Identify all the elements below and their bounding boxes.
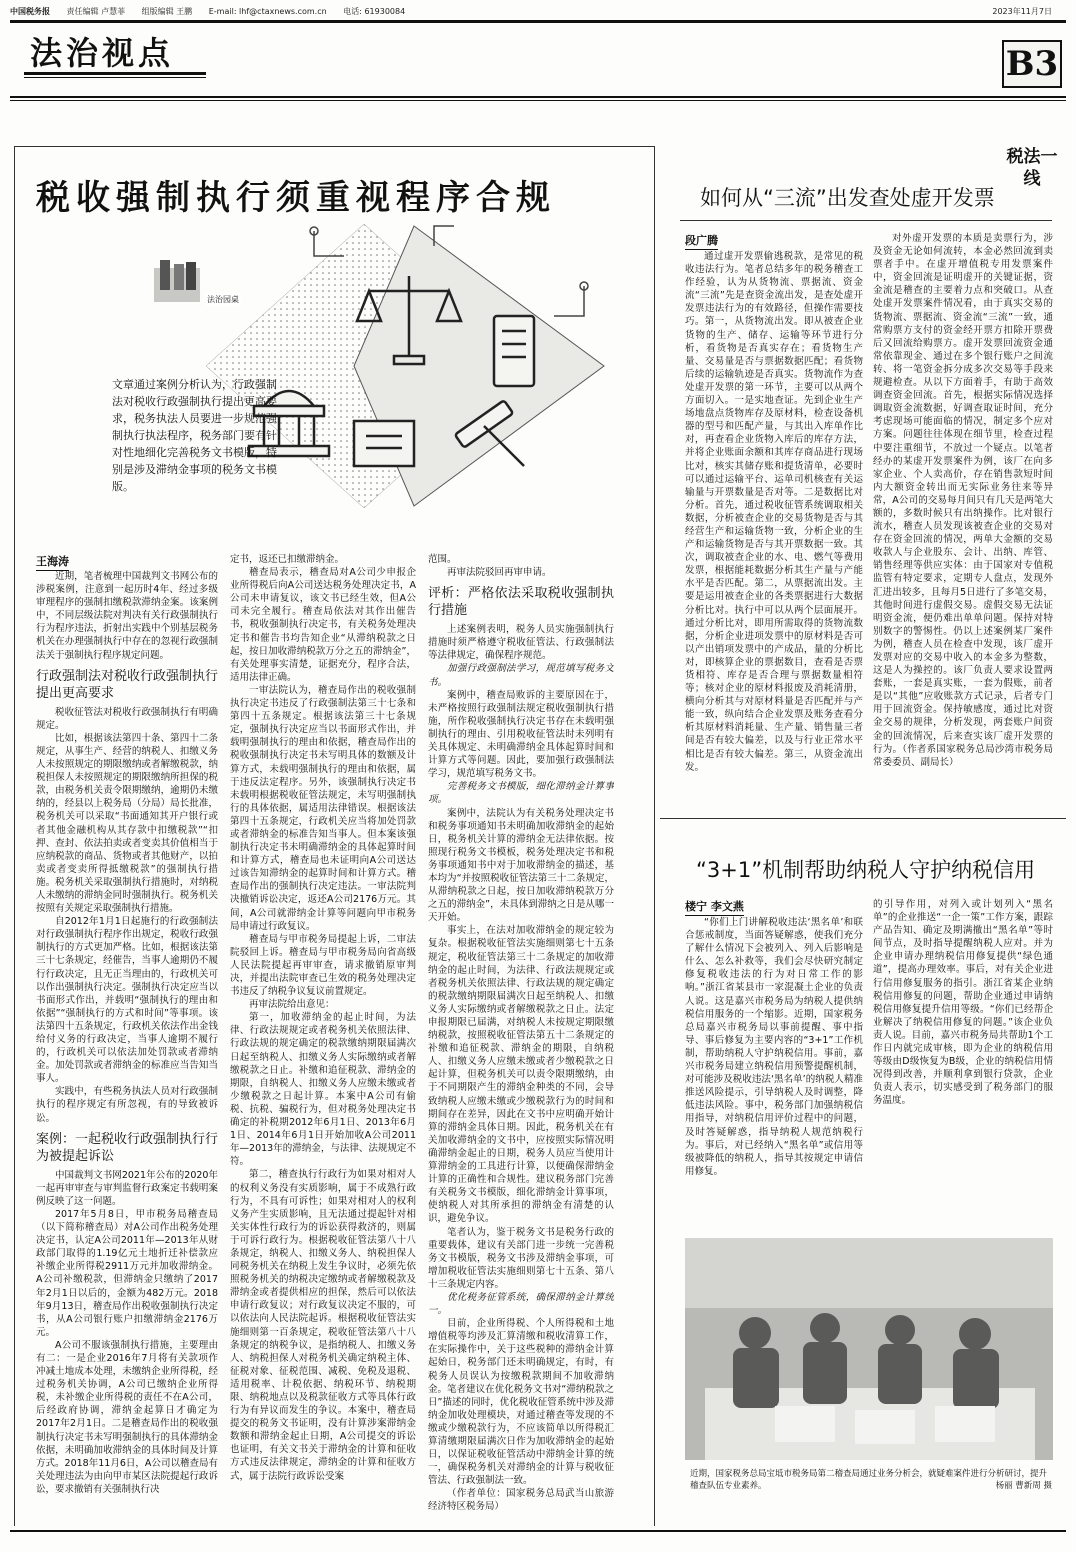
subheading: 案例：一起税收行政强制执行行为被提起诉讼 <box>36 1131 218 1164</box>
paragraph: 第二，稽查执行行政行为如果对相对人的权利义务没有实质影响，属于不成熟行政行为，不具有可诉性；如果对相对人的权利义务产生实质影响，且无法通过提起针对相关实体性行政行为的诉讼获得救济的，则属于可诉行政行为。根据税收征管法第八十八条规定，纳税人、扣缴义务人、纳税担保人同税务机关在纳税上发生争议时，必须先依照税务机关的纳税决定缴纳或者解缴税款及滞纳金或者提供相应的担保，然后可以依法申请行政复议；对行政复议决定不服的，可以依法向人民法院起诉。根据税收征管法实施细则第一百条规定，税收征管法第八十八条规定的纳税争议，是指纳税人、扣缴义务人、纳税担保人对税务机关确定纳税主体、征税对象、征税范围、减税、免税及退税、适用税率、计税依据、纳税环节、纳税期限、纳税地点以及税款征收方式等具体行政行为有异议而发生的争议。本案中，稽查局提交的税务文书证明，没有计算涉案滞纳金数额和滞纳金起止日期，A公司提交的诉讼也证明，有关文书关于滞纳金的计算和征收方式违反法律规定，滞纳金的计算和征收方式，属于法院行政诉讼受案 <box>230 1169 416 1482</box>
paragraph: 中国裁判文书网2021年公布的2020年一起再审审查与审判监督行政案定书载明案例反映了这一问题。 <box>36 1169 218 1207</box>
paragraph: 再审法院驳回再审申请。 <box>447 567 552 579</box>
phone: 电话: 61930084 <box>343 7 406 16</box>
lead-title: 税收强制执行须重视程序合规 <box>36 178 556 218</box>
header-rule-thin <box>10 100 1066 101</box>
right-mid-title: “3+1”机制帮助纳税人守护纳税信用 <box>696 858 1036 882</box>
paragraph: 对外虚开发票的本质是卖票行为，涉及资金无论如何流转，本金必然回流到卖票者手中。在虚开增值税专用发票案件中，资金回流是证明虚开的关键证据，资金流是稽查的主要着力点和突破口。从查处虚开发票案件情况看，由于真实交易的货物流、票据流、资金流“三流”一致，通常购票方支付的资金经开票方扣除开票费后又回流给购票方。虚开发票回流资金通常依靠现金、通过在多个银行账户之间流转、将一笔资金拆分成多次交易等手段来规避检查。从以下方面着手，有助于高效调查资金回流。首先，根据实际情况选择调取资金流数据，好调查取证时间，充分考虑现场可能面临的情况，制定多个应对方案。问题往往体现在细节里，检查过程中要注重细节，不放过一个疑点。以笔者经办的某虚开发票案件为例，该厂在向多家企业、个人卖高价，存在销售款短时间内大额资金转出而无实际业务往来等异常，A公司的交易每月间只有几天是两笔大额的，多数时候只有出纳操作。比对银行流水，稽查人员发现该被查企业的交易对存在资金回流的情况，两单大金额的交易收款人与企业股东、会计、出纳、库管、销售经理等供应实体：由于国家对专值税监管有特定要求，定期专人盘点，发现外汇进出较多，且每月5日进行了多笔交易，其他时间进行虚假交易。虚假交易无法证明资金流，便仍难出单单问题。保持对特别数字的警惕性。仍以上述案例某厂案件为例，稽查人员在检查中发现，该厂虚开发票对应的交易中收入的本金多为整数，这是人为操控的。该厂负责人要求设置两套账，一套是真实账，一套为假账，前者是以“其他”应收账款方式记录，后者专门用于回流资金。保持敏感度，通过比对资金交易的规律，分析发现，两套账户间资金的回流情况，后来查实该厂虚开发票的行为。（作者系国家税务总局沙湾市税务局常委委员、副局长） <box>873 233 1053 768</box>
caption-text: 近期，国家税务总局宝坻市税务局第二稽查局通过业务分析会，就疑难案件进行分析研讨，提升稽查队伍专业素养。 <box>690 1469 1048 1491</box>
subheading: 行政强制法对税收行政强制执行提出更高要求 <box>36 668 218 701</box>
paragraph: 定书，返还已扣缴滞纳金。 <box>230 554 345 565</box>
paragraph: A公司不服该强制执行措施，主要理由有二：一是企业2016年7月将有关款项作冲减土地成本处理，未缴纳企业所得税，经过税务机关协调，A公司已缴纳企业所得税，未补缴企业所得税的责任不在A公司，后经政府协调，滞纳金起算日才确定为2017年2月1日。二是稽查局作出的税收强制执行决定书未写明强制执行的具体滞纳金依据，未明确加收滞纳金的具体时间及计算方式。2018年11月6日，A公司以稽查局有关处理违法为由向甲市某区法院提起行政诉讼，要求撤销有关强制执行决 <box>36 1339 218 1495</box>
photo-credit: 杨丽 曹新周 摄 <box>995 1481 1052 1491</box>
paragraph: 范围。 <box>428 554 457 565</box>
right-top-column-1 <box>685 250 863 800</box>
paragraph: 通过虚开发票偷逃税款，是常见的税收违法行为。笔者总结多年的税务稽查工作经验，认为从货物流、票据流、资金流“三流”先是查资金流出发，是查处虚开发票违法行为的有效路径，但操作需要技巧。第一，从货物流出发。即从被查企业货物的生产、储存、运输等环节进行分析，看货物是否真实存在；看货物生产量、交易量是否与票据数据匹配；看货物后续的运输轨迹是否真实。货物流作为查处虚开发票的第一环节，主要可以从两个方面切入。一是实地查证。先到企业生产场地盘点货物库存及原材料，检查设备机器的型号和匹配产量，与其出入库单作比对，再查看企业货物入库后的库存方法，并将企业账面余额和其库存商品进行现场比对，核实其储存账和提货清单，必要时可以通过运输平台、运单司机核查有关运输量与开票数量是否对等。二是数据比对分析。首先，通过税收征管系统调取相关数据，分析被查企业的交易货物是否与其经营生产和运输货物一致，分析企业的生产和运输货物是否与其开票数据一致。其次，调取被查企业的水、电、燃气等费用发票，根据能耗数据分析其生产量与产能水平是否匹配。第二，从票据流出发。主要是运用被查企业的各类票据进行大数据分析比对。执行中可以从两个层面展开。通过分析比对，即用所需取得的货物流数据，分析企业进项发票中的原材料是否可以产出销项发票中的产成品，量的分析比对，即核算企业的票据数目，查看是否票货相符、库存是否合理与票据数量相符等；核对企业的原材料报废及消耗清册，横向分析其与对原材料量是否匹配并与产能一致，纵向结合企业发票及账务查看分析其原材料消耗量、生产量、销售量三者间是否有较大偏差，以及与行业正常水平相比是否有较大偏差。第三，从资金流出发。 <box>685 251 863 773</box>
paragraph: 稽查局与甲市税务局提起上诉，二审法院驳回上诉。稽查局与甲市税务局向省高级人民法院提起再审审查，请求撤销原审判决，并提出法院审查已生效的税务处理决定书违反了纳税争议复议前置规定。 <box>230 933 416 998</box>
header-rule <box>10 96 1066 98</box>
paragraph: 上述案例表明，税务人员实施强制执行措施时须严格遵守税收征管法、行政强制法等法律规定，确保程序规范。 <box>428 624 614 662</box>
paragraph: 案例中，法院认为有关税务处理决定书和税务事项通知书未明确加收滞纳金的起始日，税务机关计算的滞纳金无法律依据。按照现行税务文书模板，税务处理决定书和税务事项通知书中对于加收滞纳金的描述，基本均为“并按照税收征管法第三十二条规定，从滞纳税款之日起，按日加收滞纳税款万分之五的滞纳金”，未具体到滞纳之日是从哪一天开始。 <box>428 807 614 924</box>
paragraph: 事实上，在法对加收滞纳金的规定较为复杂。根据税收征管法实施细则第七十五条规定，税收征管法第三十二条规定的加收滞纳金的起止时间，为法律、行政法规规定或者税务机关依照法律、行政法规的规定确定的税款缴纳期限届满次日起至纳税人、扣缴义务人实际缴纳或者解缴税款之日止。法定申报期限已届满，对纳税人未按规定期限缴纳税款，按照税收征管法第五十二条规定的补缴和追征税款、滞纳金的期限，自纳税人、扣缴义务人应缴未缴或者少缴税款之日起计算，但税务机关可以责令限期缴纳，由于不同期限产生的滞纳金种类的不同，会导致纳税人应缴未缴或少缴税款行为的时间和期间存在差异，因此在文书中应明确开始计算的滞纳金具体日期。因此，税务机关在有关加收滞纳金的文书中，应按照实际情况明确滞纳金起止的日期，税务人员应当使用计算滞纳金的工具进行计算，以便确保滞纳金计算的正确性和合规性。建议税务部门完善有关税务文书模版，细化滞纳金计算事项，使纳税人对其所承担的滞纳金有清楚的认识，避免争议。 <box>428 925 614 1225</box>
section-title: 法治视点 <box>30 34 175 72</box>
right-mid-column-1 <box>685 916 863 1228</box>
paragraph: 实践中，有些税务执法人员对行政强制执行的程序规定有所忽视，有的导致被诉讼。 <box>36 1086 218 1124</box>
title-rule <box>680 220 1052 221</box>
section-underline <box>24 72 206 75</box>
paragraph: （作者单位：国家税务总局武当山旅游经济特区税务局） <box>428 1488 614 1513</box>
column-logo-label: 法治园桌 <box>207 295 239 304</box>
column-logo-icon <box>152 258 202 304</box>
email: E-mail: lhf@ctaxnews.com.cn <box>208 7 327 16</box>
paragraph: 完善税务文书模版，细化滞纳金计算事项。 <box>428 781 614 806</box>
article-separator <box>660 818 1066 819</box>
paper-name: 中国税务报 <box>10 7 50 16</box>
paragraph: 稽查局表示，稽查局对A公司少申报企业所得税后向A公司送达税务处理决定书，A公司未申请复议，该文书已经生效，但A公司未完全履行。稽查局依法对其作出催告书，税收强制执行决定书，有关税务处理决定书和催告书均告知企业“从滞纳税款之日起，按日加收滞纳税款万分之五的滞纳金”，有关处理事实清楚，证据充分，程序合法，适用法律正确。 <box>230 567 416 683</box>
layout-editor: 组版编辑 王鹏 <box>141 7 193 16</box>
right-top-title: 如何从“三流”出发查处虚开发票 <box>700 186 995 210</box>
right-top-author: 段广腾 <box>685 232 718 250</box>
editor: 责任编辑 卢慧菲 <box>66 7 126 16</box>
paragraph: 第一，加收滞纳金的起止时间，为法律、行政法规规定或者税务机关依照法律、行政法规的规定确定的税款缴纳期限届满次日起至纳税人、扣缴义务人实际缴纳或者解缴税款之日止。补缴和追征税款、滞纳金的期限，自纳税人、扣缴义务人应缴未缴或者少缴税款之日起计算。本案中A公司有偷税、抗税、骗税行为，但对税务处理决定书确定的补税期2012年6月1日、2013年6月1日、2014年6月1日开始加收A公司2011年—2013年的滞纳金，与法律、法规规定不符。 <box>230 1012 416 1168</box>
column-corner-badge <box>1002 146 1062 192</box>
lead-author: 王海涛 <box>36 553 69 571</box>
page-number: B3 <box>1002 40 1062 88</box>
lead-summary: 文章通过案例分析认为，行政强制法对税收行政强制执行提出更高要求，税务执法人员要进一步规范强制执行执法程序，税务部门要有针对性地细化完善税务文书模版，特别是涉及滞纳金事项的税务文书模版。 <box>112 378 277 493</box>
paragraph: 目前，企业所得税、个人所得税和土地增值税等均涉及汇算清缴和税收清算工作，在实际操作中，关于这些税种的滞纳金计算起始日，税务部门还未明确规定，有时，有税务人员误认为按缴税款期间不加收滞纳金。笔者建议在优化税务文书对“滞纳税款之日”描述的同时，优化税收征管系统中涉及滞纳金加收处理模块，对通过稽查等发现的不缴或少缴税款行为，不应该简单以所得税汇算清缴期限届满次日作为加收滞纳金的起始日，以保证税收征管活动中滞纳金计算的统一，确保税务机关对滞纳金的计算与税收征管法、行政强制法一致。 <box>428 1318 614 1487</box>
section-underline-thin <box>24 77 206 78</box>
paragraph: 比如，根据该法第四十条、第四十二条规定，从事生产、经营的纳税人、扣缴义务人未按照规定的期限缴纳或者解缴税款，纳税担保人未按照规定的期限缴纳所担保的税款，由税务机关责令限期缴纳，逾期仍未缴纳的，经县以上税务局（分局）局长批准，税务机关可以采取“书面通知其开户银行或者其他金融机构从其存款中扣缴税款”“扣押、查封、依法拍卖或者变卖其价值相当于应纳税款的商品、货物或者其他财产，以拍卖或者变卖所得抵缴税款”的强制执行措施。税务机关采取强制执行措施时，对纳税人未缴纳的滞纳金同时强制执行。税务机关按照有关规定采取强制执行措施。 <box>36 732 218 915</box>
right-mid-column-2 <box>873 898 1053 1228</box>
issue-date: 2023年11月7日 <box>992 7 1052 16</box>
paragraph: “你们上门讲解税收违法‘黑名单’和联合惩戒制度，当面答疑解惑，使我们充分了解什么情况下会被列入、列入后影响是什么、怎么补救等，我们会尽快研究制定修复税收违法的行为对日常工作的影响。”浙江省某县市一家混凝土企业的负责人说。这是嘉兴市税务局为纳税人提供纳税信用服务的一个缩影。近期，国家税务总局嘉兴市税务局以事前提醒、事中指导、事后修复为主要内容的“3+1”工作机制，帮助纳税人守护纳税信用。事前，嘉兴市税务局建立纳税信用预警提醒机制，对可能涉及税收违法‘黑名单’的纳税人精准推送风险提示，引导纳税人及时调整，降低违法风险。事中，税务部门加强纳税信用指导，对纳税信用评价过程中的问题，及时答疑解惑，指导纳税人规范纳税行为。事后，对已经纳入“黑名单”或信用等级被降低的纳税人，指导其按规定申请信用修复。 <box>685 917 863 1177</box>
paragraph: 再审法院给出意见： <box>249 999 335 1011</box>
paragraph: 的引导作用，对列入或计划列入“黑名单”的企业推送“一企一策”工作方案，跟踪产品告知、确定及期满撤出“黑名单”等时间节点，及时指导提醒纳税人应对。并为企业申请办理纳税信用修复提供“绿色通道”，提高办理效率。事后，对有关企业进行信用修复服务的指引。浙江省某企业纳税信用修复的问题，帮助企业通过申请纳税信用修复提升信用等级。“你们已经帮企业解决了纳税信用修复的问题。”该企业负责人说。目前，嘉兴市税务局共帮助1个工作日内就完成审核，即为企业的纳税信用等级由D级恢复为B级，企业的纳税信用情况得到改善，并顺利拿到银行贷款，企业负责人表示，切实感受到了税务部门的服务温度。 <box>873 899 1053 1107</box>
lead-column-2 <box>230 553 416 1518</box>
lead-column-1 <box>36 570 218 1518</box>
photo-caption <box>690 1468 1052 1492</box>
paragraph: 税收征管法对税收行政强制执行有明确规定。 <box>36 706 218 731</box>
lead-column-3 <box>428 553 614 1518</box>
paragraph: 近期，笔者梳理中国裁判文书网公布的涉税案例，注意到一起历时4年、经过多级审理程序的强制扣缴税款滞纳金案。该案例中，不同层级法院对判决有关行政强制执行行为程序违法，折射出实践中个别基层税务机关在办理强制执行中存在的忽视行政强制法关于强制执行程序规定问题。 <box>36 571 218 661</box>
top-rule <box>10 20 1066 23</box>
column-separator <box>654 146 655 1526</box>
bottom-rule <box>10 1530 1066 1532</box>
lead-box-left <box>14 146 15 1526</box>
right-top-column-2 <box>873 232 1053 804</box>
paragraph: 加强行政强制法学习，规范填写税务文书。 <box>428 663 614 688</box>
subheading: 评析：严格依法采取税收强制执行措施 <box>428 586 614 619</box>
masthead-bar <box>10 6 1066 20</box>
paragraph: 一审法院认为，稽查局作出的税收强制执行决定书违反了行政强制法第三十七条和第四十五条规定。根据该法第三十七条规定，强制执行决定应当以书面形式作出，并载明强制执行的理由和依据，稽查局作出的税收强制执行决定书未写明具体的数额及计算方式，未载明强制执行的理由和依据，属于违反法定程序。另外，该强制执行决定书未载明根据税收征管法规定，未写明强制执行的具体依据，属适用法律错误。根据该法第四十五条规定，行政机关应当将加处罚款或者滞纳金的标准告知当事人。但本案该强制执行决定书未明确滞纳金的具体起算时间和计算方式，稽查局也未证明向A公司送达过该告知滞纳金的起算时间和计算方式。稽查局作出的强制执行决定违法。一审法院判决撤销诉讼决定，返还A公司2176万元。其间，A公司就滞纳金计算等问题向甲市税务局申请过行政复议。 <box>230 684 416 932</box>
corner-badge-text: 税法一线 <box>1006 147 1058 189</box>
paragraph: 2017年5月8日，甲市税务局稽查局（以下简称稽查局）对A公司作出税务处理决定书，认定A公司2011年—2013年从财政部门取得的1.19亿元土地折迁补偿款应补缴企业所得税2911万元并加收滞纳金。A公司补缴税款，但滞纳金只缴纳了2017年2月1日以后的，金额为482万元。2018年9月13日，稽查局作出税收强制执行决定书，从A公司银行账户扣缴滞纳金2176万元。 <box>36 1208 218 1338</box>
paragraph: 笔者认为，鉴于税务文书是税务行政的重要载体，建议有关部门进一步统一完善税务文书模版，税务文书涉及滞纳金事项，可增加税收征管法实施细则第七十五条、第八十三条规定内容。 <box>428 1226 614 1290</box>
paragraph: 自2012年1月1日起施行的行政强制法对行政强制执行程序作出规定，税收行政强制执行的方式更加严格。比如，根据该法第三十七条规定，经催告，当事人逾期仍不履行行政决定，且无正当理由的，行政机关可以作出强制执行决定。强制执行决定应当以书面形式作出，并载明“强制执行的理由和依据”“强制执行的方式和时间”等事项。该法第四十五条规定，行政机关依法作出金钱给付义务的行政决定，当事人逾期不履行的，行政机关可以依法加处罚款或者滞纳金。加处罚款或者滞纳金的标准应当告知当事人。 <box>36 916 218 1085</box>
paragraph: 案例中，稽查局败诉的主要原因在于，未严格按照行政强制法规定税收强制执行措施，所作税收强制执行决定书存在未载明强制执行的理由、引用税收征管法时未列明有关具体规定、未明确滞纳金具体起算时间和计算方式等问题。因此，要加强行政强制法学习，规范填写税务文书。 <box>428 689 614 780</box>
meeting-photo <box>685 1238 1053 1460</box>
paragraph: 优化税务征管系统，确保滞纳金计算统一。 <box>428 1291 614 1317</box>
lead-box-top <box>14 146 654 147</box>
right-mid-author: 楼宁 李文燕 <box>685 898 744 916</box>
